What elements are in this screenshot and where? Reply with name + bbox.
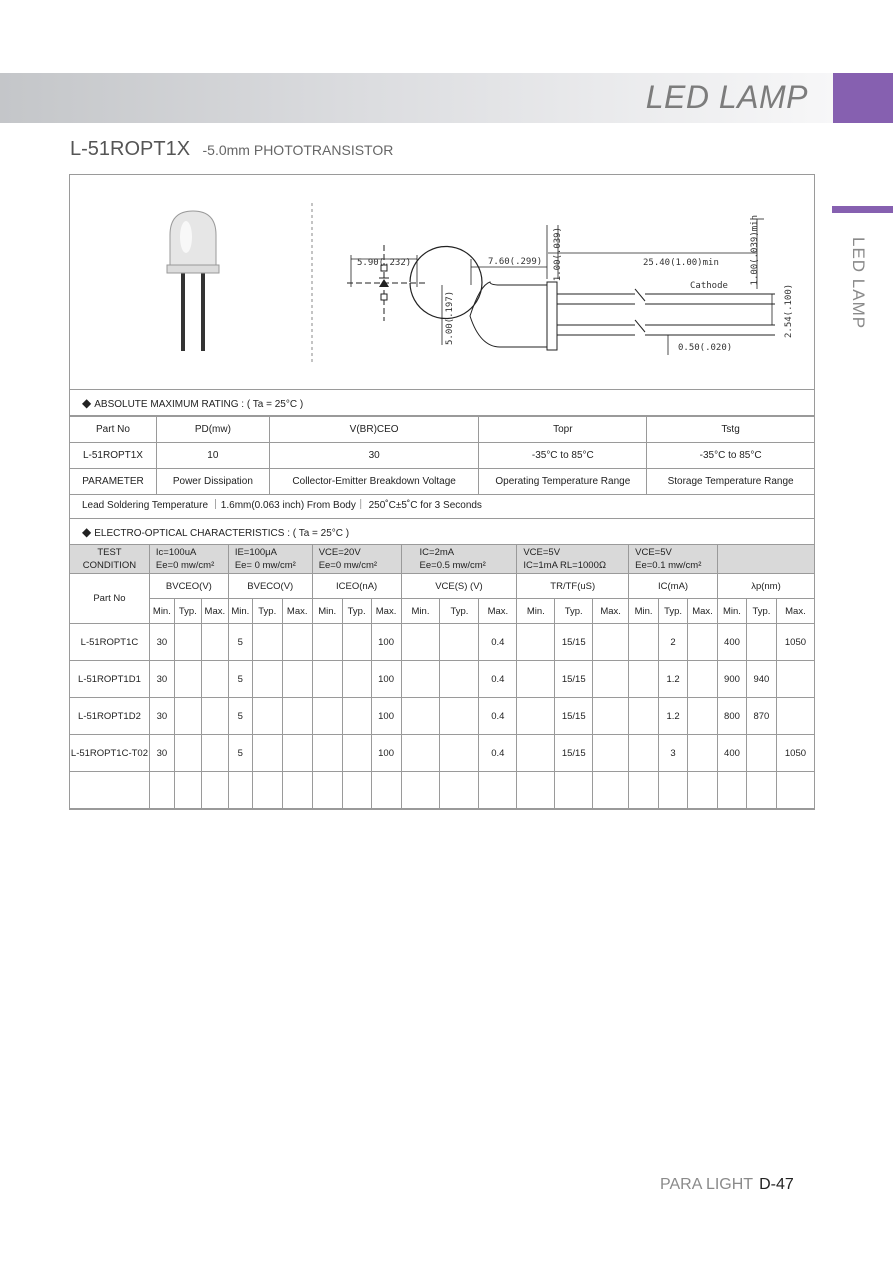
abs-param-cell: PARAMETER xyxy=(70,469,157,495)
table-row xyxy=(70,698,815,735)
header-accent-block xyxy=(833,73,893,123)
sub-header-cell: Min. xyxy=(228,599,252,624)
cathode-label: Cathode xyxy=(690,281,728,291)
eo-title: ◆ ELECTRO-OPTICAL CHARACTERISTICS : ( Ta = 25°C ) xyxy=(70,519,814,545)
condition-cell: Ic=100uA Ee=0 mw/cm² xyxy=(149,545,228,574)
sub-header-cell: Max. xyxy=(201,599,228,624)
value-cell xyxy=(746,624,776,661)
side-label: LED LAMP xyxy=(849,237,868,330)
value-cell xyxy=(440,624,479,661)
value-cell xyxy=(312,624,342,661)
value-cell xyxy=(282,624,312,661)
value-cell xyxy=(593,661,629,698)
value-cell xyxy=(717,772,746,809)
value-cell xyxy=(201,661,228,698)
sub-header-cell: Min. xyxy=(629,599,659,624)
value-cell xyxy=(688,772,718,809)
test-condition-label: TEST CONDITION xyxy=(70,545,150,574)
sub-header-cell: Min. xyxy=(717,599,746,624)
value-cell xyxy=(201,624,228,661)
value-cell: 30 xyxy=(149,698,174,735)
sub-header-cell: Max. xyxy=(371,599,401,624)
value-cell xyxy=(282,698,312,735)
table-row xyxy=(70,735,815,772)
table-row xyxy=(70,624,815,661)
condition-cell: IE=100μA Ee= 0 mw/cm² xyxy=(228,545,312,574)
value-cell xyxy=(593,698,629,735)
param-header: TR/TF(uS) xyxy=(517,574,629,599)
table-row xyxy=(70,661,815,698)
value-cell xyxy=(342,772,371,809)
sub-header-cell: Typ. xyxy=(746,599,776,624)
value-cell: 1050 xyxy=(776,624,814,661)
value-cell: 3 xyxy=(659,735,688,772)
dim-diameter: 5.00(.197) xyxy=(445,290,455,345)
led-photo xyxy=(167,211,219,351)
value-cell xyxy=(201,698,228,735)
value-cell xyxy=(440,735,479,772)
value-cell xyxy=(517,735,555,772)
part-no-cell: L-51ROPT1D2 xyxy=(70,698,150,735)
abs-header-cell: V(BR)CEO xyxy=(269,417,479,443)
abs-value-cell: 30 xyxy=(269,443,479,469)
sub-header-cell: Typ. xyxy=(555,599,593,624)
value-cell xyxy=(342,735,371,772)
value-cell: 5 xyxy=(228,698,252,735)
value-cell xyxy=(401,661,440,698)
value-cell xyxy=(776,772,814,809)
page-number: D-47 xyxy=(759,1176,794,1193)
sub-header-cell: Max. xyxy=(479,599,517,624)
value-cell: 15/15 xyxy=(555,698,593,735)
value-cell: 30 xyxy=(149,735,174,772)
table-row xyxy=(70,417,815,443)
value-cell xyxy=(174,698,201,735)
value-cell xyxy=(282,661,312,698)
table-row xyxy=(70,772,815,809)
value-cell xyxy=(593,624,629,661)
value-cell: 2 xyxy=(659,624,688,661)
table-row xyxy=(70,545,815,574)
value-cell xyxy=(342,661,371,698)
value-cell xyxy=(629,698,659,735)
condition-cell: VCE=5V IC=1mA RL=1000Ω xyxy=(517,545,629,574)
value-cell xyxy=(282,735,312,772)
dim-body: 7.60(.299) xyxy=(488,257,543,267)
table-row xyxy=(70,469,815,495)
value-cell xyxy=(371,772,401,809)
value-cell xyxy=(593,735,629,772)
value-cell: 800 xyxy=(717,698,746,735)
sub-header-cell: Min. xyxy=(312,599,342,624)
value-cell: 400 xyxy=(717,735,746,772)
abs-value-cell: 10 xyxy=(156,443,269,469)
abs-header-cell: Tstg xyxy=(647,417,815,443)
value-cell xyxy=(688,698,718,735)
abs-value-cell: -35°C to 85°C xyxy=(647,443,815,469)
part-description: -5.0mm PHOTOTRANSISTOR xyxy=(202,142,394,158)
value-cell xyxy=(440,772,479,809)
value-cell xyxy=(312,772,342,809)
value-cell xyxy=(688,624,718,661)
value-cell: 940 xyxy=(746,661,776,698)
table-row xyxy=(70,443,815,469)
value-cell: 0.4 xyxy=(479,735,517,772)
part-no-header: Part No xyxy=(70,574,150,624)
sub-header-cell: Typ. xyxy=(252,599,282,624)
table-row xyxy=(70,574,815,599)
part-no-cell: L-51ROPT1C-T02 xyxy=(70,735,150,772)
sub-header-cell: Max. xyxy=(282,599,312,624)
sub-header-cell: Typ. xyxy=(440,599,479,624)
value-cell xyxy=(746,772,776,809)
dimension-drawing xyxy=(70,175,814,389)
value-cell: 0.4 xyxy=(479,698,517,735)
eo-table xyxy=(69,544,815,809)
value-cell xyxy=(688,661,718,698)
condition-cell-empty xyxy=(717,545,814,574)
header-title: LED LAMP xyxy=(645,79,808,115)
value-cell xyxy=(312,698,342,735)
value-cell xyxy=(401,624,440,661)
value-cell: 30 xyxy=(149,624,174,661)
part-number: L-51ROPT1X xyxy=(70,138,191,160)
part-no-cell: L-51ROPT1D1 xyxy=(70,661,150,698)
value-cell xyxy=(517,661,555,698)
value-cell: 1.2 xyxy=(659,661,688,698)
value-cell xyxy=(517,772,555,809)
value-cell xyxy=(479,772,517,809)
value-cell: 0.4 xyxy=(479,624,517,661)
abs-param-cell: Power Dissipation xyxy=(156,469,269,495)
param-header: BVECO(V) xyxy=(228,574,312,599)
sub-header-cell: Max. xyxy=(593,599,629,624)
value-cell xyxy=(517,624,555,661)
value-cell: 1050 xyxy=(776,735,814,772)
abs-param-cell: Collector-Emitter Breakdown Voltage xyxy=(269,469,479,495)
value-cell: 15/15 xyxy=(555,661,593,698)
footer xyxy=(660,1176,794,1194)
value-cell xyxy=(440,698,479,735)
param-header: λp(nm) xyxy=(717,574,814,599)
value-cell: 15/15 xyxy=(555,624,593,661)
value-cell: 100 xyxy=(371,624,401,661)
value-cell xyxy=(252,772,282,809)
value-cell xyxy=(252,735,282,772)
solder-note: Lead Soldering Temperature ｜1.6mm(0.063 inch) From Body｜ 250˚C±5˚C for 3 Seconds xyxy=(70,493,814,519)
value-cell xyxy=(252,624,282,661)
value-cell xyxy=(342,624,371,661)
dim-tab: 1.00(.039) xyxy=(553,227,563,282)
condition-cell: VCE=20V Ee=0 mw/cm² xyxy=(312,545,401,574)
dim-tab-min: 1.00(.039)min xyxy=(750,215,760,286)
param-header: ICEO(nA) xyxy=(312,574,401,599)
value-cell xyxy=(174,772,201,809)
sub-header-cell: Min. xyxy=(517,599,555,624)
abs-param-cell: Storage Temperature Range xyxy=(647,469,815,495)
abs-max-table xyxy=(69,416,815,495)
value-cell: 5 xyxy=(228,735,252,772)
table-row xyxy=(70,599,815,624)
value-cell xyxy=(776,698,814,735)
drawing-area xyxy=(70,175,814,390)
sub-header-cell: Typ. xyxy=(174,599,201,624)
value-cell xyxy=(776,661,814,698)
condition-cell: VCE=5V Ee=0.1 mw/cm² xyxy=(629,545,718,574)
value-cell: 0.4 xyxy=(479,661,517,698)
value-cell: 1.2 xyxy=(659,698,688,735)
value-cell xyxy=(401,698,440,735)
part-no-cell: L-51ROPT1C xyxy=(70,624,150,661)
value-cell xyxy=(149,772,174,809)
footer-brand: PARA LIGHT xyxy=(660,1176,754,1193)
value-cell: 100 xyxy=(371,698,401,735)
value-cell: 30 xyxy=(149,661,174,698)
diamond-icon: ◆ xyxy=(82,525,92,539)
value-cell xyxy=(174,661,201,698)
value-cell xyxy=(629,772,659,809)
value-cell xyxy=(201,735,228,772)
value-cell xyxy=(401,772,440,809)
abs-header-cell: Part No xyxy=(70,417,157,443)
value-cell xyxy=(629,661,659,698)
value-cell: 400 xyxy=(717,624,746,661)
param-header: BVCEO(V) xyxy=(149,574,228,599)
sub-header-cell: Min. xyxy=(401,599,440,624)
abs-param-cell: Operating Temperature Range xyxy=(479,469,647,495)
value-cell: 870 xyxy=(746,698,776,735)
diamond-icon: ◆ xyxy=(82,396,92,410)
value-cell xyxy=(555,772,593,809)
abs-value-cell: -35°C to 85°C xyxy=(479,443,647,469)
value-cell xyxy=(440,661,479,698)
value-cell xyxy=(174,735,201,772)
value-cell xyxy=(312,735,342,772)
value-cell xyxy=(201,772,228,809)
value-cell xyxy=(746,735,776,772)
value-cell: 900 xyxy=(717,661,746,698)
side-accent-bar xyxy=(832,206,893,213)
value-cell xyxy=(629,624,659,661)
value-cell: 5 xyxy=(228,661,252,698)
sub-header-cell: Max. xyxy=(776,599,814,624)
value-cell: 5 xyxy=(228,624,252,661)
value-cell xyxy=(659,772,688,809)
dim-width: 5.90(.232) xyxy=(357,258,412,268)
part-no-cell xyxy=(70,772,150,809)
value-cell xyxy=(629,735,659,772)
sub-header-cell: Min. xyxy=(149,599,174,624)
header-band xyxy=(0,73,833,123)
value-cell: 100 xyxy=(371,661,401,698)
dim-lead-width: 0.50(.020) xyxy=(678,343,733,353)
value-cell xyxy=(252,661,282,698)
sub-header-cell: Typ. xyxy=(342,599,371,624)
abs-max-title: ◆ ABSOLUTE MAXIMUM RATING : ( Ta = 25°C ) xyxy=(70,390,814,416)
value-cell xyxy=(688,735,718,772)
value-cell xyxy=(312,661,342,698)
value-cell: 100 xyxy=(371,735,401,772)
value-cell xyxy=(342,698,371,735)
datasheet-frame xyxy=(69,174,815,810)
value-cell xyxy=(228,772,252,809)
value-cell xyxy=(517,698,555,735)
param-header: VCE(S) (V) xyxy=(401,574,517,599)
value-cell: 15/15 xyxy=(555,735,593,772)
param-header: IC(mA) xyxy=(629,574,718,599)
value-cell xyxy=(252,698,282,735)
dim-pitch: 2.54(.100) xyxy=(784,283,794,338)
sub-header-cell: Typ. xyxy=(659,599,688,624)
page-heading xyxy=(70,138,393,161)
value-cell xyxy=(174,624,201,661)
abs-value-cell: L-51ROPT1X xyxy=(70,443,157,469)
value-cell xyxy=(282,772,312,809)
condition-cell: IC=2mA Ee=0.5 mw/cm² xyxy=(401,545,517,574)
value-cell xyxy=(401,735,440,772)
value-cell xyxy=(593,772,629,809)
abs-header-cell: Topr xyxy=(479,417,647,443)
abs-header-cell: PD(mw) xyxy=(156,417,269,443)
top-view xyxy=(347,245,482,321)
sub-header-cell: Max. xyxy=(688,599,718,624)
dim-lead: 25.40(1.00)min xyxy=(643,258,719,268)
